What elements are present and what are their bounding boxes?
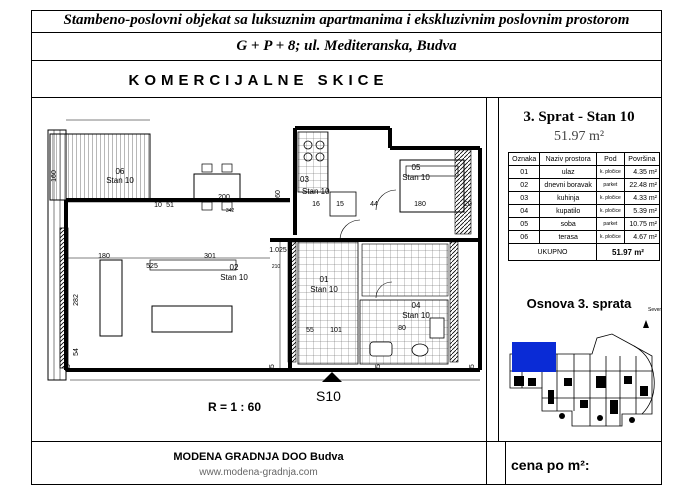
table-header: Oznaka [509,153,540,166]
room-name: kuhinja [540,192,597,205]
room-floor: k. pločice [596,205,624,218]
dimension-label: 54 [73,348,80,356]
north-arrow-icon [643,320,649,328]
total-value: 51.97 m² [596,244,659,261]
divider [31,60,662,61]
column-divider [486,97,487,485]
room-area: 22.48 m² [624,179,659,192]
dimension-label: 200 [218,194,230,201]
room-label: Stan 10 [302,187,330,196]
dimension-label: 282 [73,294,80,306]
room-code: 01 [319,275,329,284]
room-label: Stan 10 [402,173,430,182]
room-code: 04 [509,205,540,218]
dimension-label: 25 [375,364,382,372]
table-header: Pod [596,153,624,166]
room-floor: k. pločice [596,166,624,179]
table-row [509,179,660,192]
total-label: UKUPNO [509,244,597,261]
room-code: 01 [509,166,540,179]
table-row [509,218,660,231]
dimension-label: 160 [51,170,58,182]
room-name: kupatilo [540,205,597,218]
room-floor: parket [596,179,624,192]
room-code: 04 [411,301,421,310]
section-title: KOMERCIJALNE SKICE [128,72,389,89]
room-code: 03 [300,175,309,184]
dimension-label: 25 [469,364,476,372]
company-name: MODENA GRADNJA DOO Budva [173,451,344,463]
column-divider [498,97,499,441]
room-code: 02 [509,179,540,192]
dimension-label: 55 [306,327,314,334]
dimension-label: 25 [269,364,276,372]
room-area: 4.33 m² [624,192,659,205]
dimension-label: 60 [275,190,282,198]
room-area: 4.67 m² [624,231,659,244]
divider [31,97,662,98]
room-name: dnevni boravak [540,179,597,192]
price-label: cena po m²: [511,457,590,473]
room-floor: k. pločice [596,231,624,244]
dimension-label: 180 [414,201,426,208]
room-area: 4.35 m² [624,166,659,179]
room-floor: parket [596,218,624,231]
dimension-label: 44 [370,201,378,208]
dimension-label: 1.025 [269,247,287,254]
dimension-label: 16 [312,201,320,208]
keyplan-title: Osnova 3. sprata [526,296,632,311]
table-row [509,231,660,244]
dimension-label: 25 [65,364,72,372]
room-name: ulaz [540,166,597,179]
dimension-label: 210 [271,264,281,270]
room-name: soba [540,218,597,231]
table-row [509,192,660,205]
room-table [508,152,660,261]
dimension-label: 525 [146,263,158,270]
room-code: 06 [509,231,540,244]
section-label: S10 [316,388,341,404]
dimension-label: 15 [336,201,344,208]
room-code: 06 [115,167,125,176]
room-code: 02 [229,263,239,272]
floor-plan [40,110,486,392]
room-code: 05 [411,163,421,172]
dimension-label: 80 [398,325,406,332]
room-area: 10.75 m² [624,218,659,231]
room-name: terasa [540,231,597,244]
unit-title: 3. Sprat - Stan 10 [523,109,635,125]
room-area: 5.39 m² [624,205,659,218]
table-row [509,205,660,218]
table-header: Naziv prostora [540,153,597,166]
unit-area: 51.97 m² [553,129,605,144]
table-header-row [509,153,660,166]
section-marker-icon [322,372,342,382]
room-code: 05 [509,218,540,231]
room-label: Stan 10 [402,311,430,320]
dimension-label: 101 [330,327,342,334]
company-website: www.modena-gradnja.com [199,467,318,478]
room-floor: k. pločice [596,192,624,205]
dimension-label: 180 [98,253,110,260]
divider [31,32,662,33]
dimension-label: 51 [166,202,174,209]
dimension-label: 342 [225,208,235,214]
project-title: Stambeno-poslovni objekat sa luksuznim apartmanima i ekskluzivnim poslovnim prostorom [63,12,630,28]
project-address: G + P + 8; ul. Mediteranska, Budva [236,38,457,54]
dimension-label: 10 [154,202,162,209]
room-code: 03 [509,192,540,205]
keyplan-drawing [502,316,658,434]
dimension-label: 301 [204,253,216,260]
room-label: Stan 10 [310,285,338,294]
room-label: Stan 10 [220,273,248,282]
table-total-row [509,244,660,261]
highlighted-unit [512,342,556,372]
table-row [509,166,660,179]
north-label: Sever [648,307,662,313]
column-divider [505,441,506,485]
table-header: Površina [624,153,659,166]
divider [31,441,662,442]
scale-label: R = 1 : 60 [208,400,262,414]
room-label: Stan 10 [106,176,134,185]
dimension-label: 20 [464,201,472,208]
